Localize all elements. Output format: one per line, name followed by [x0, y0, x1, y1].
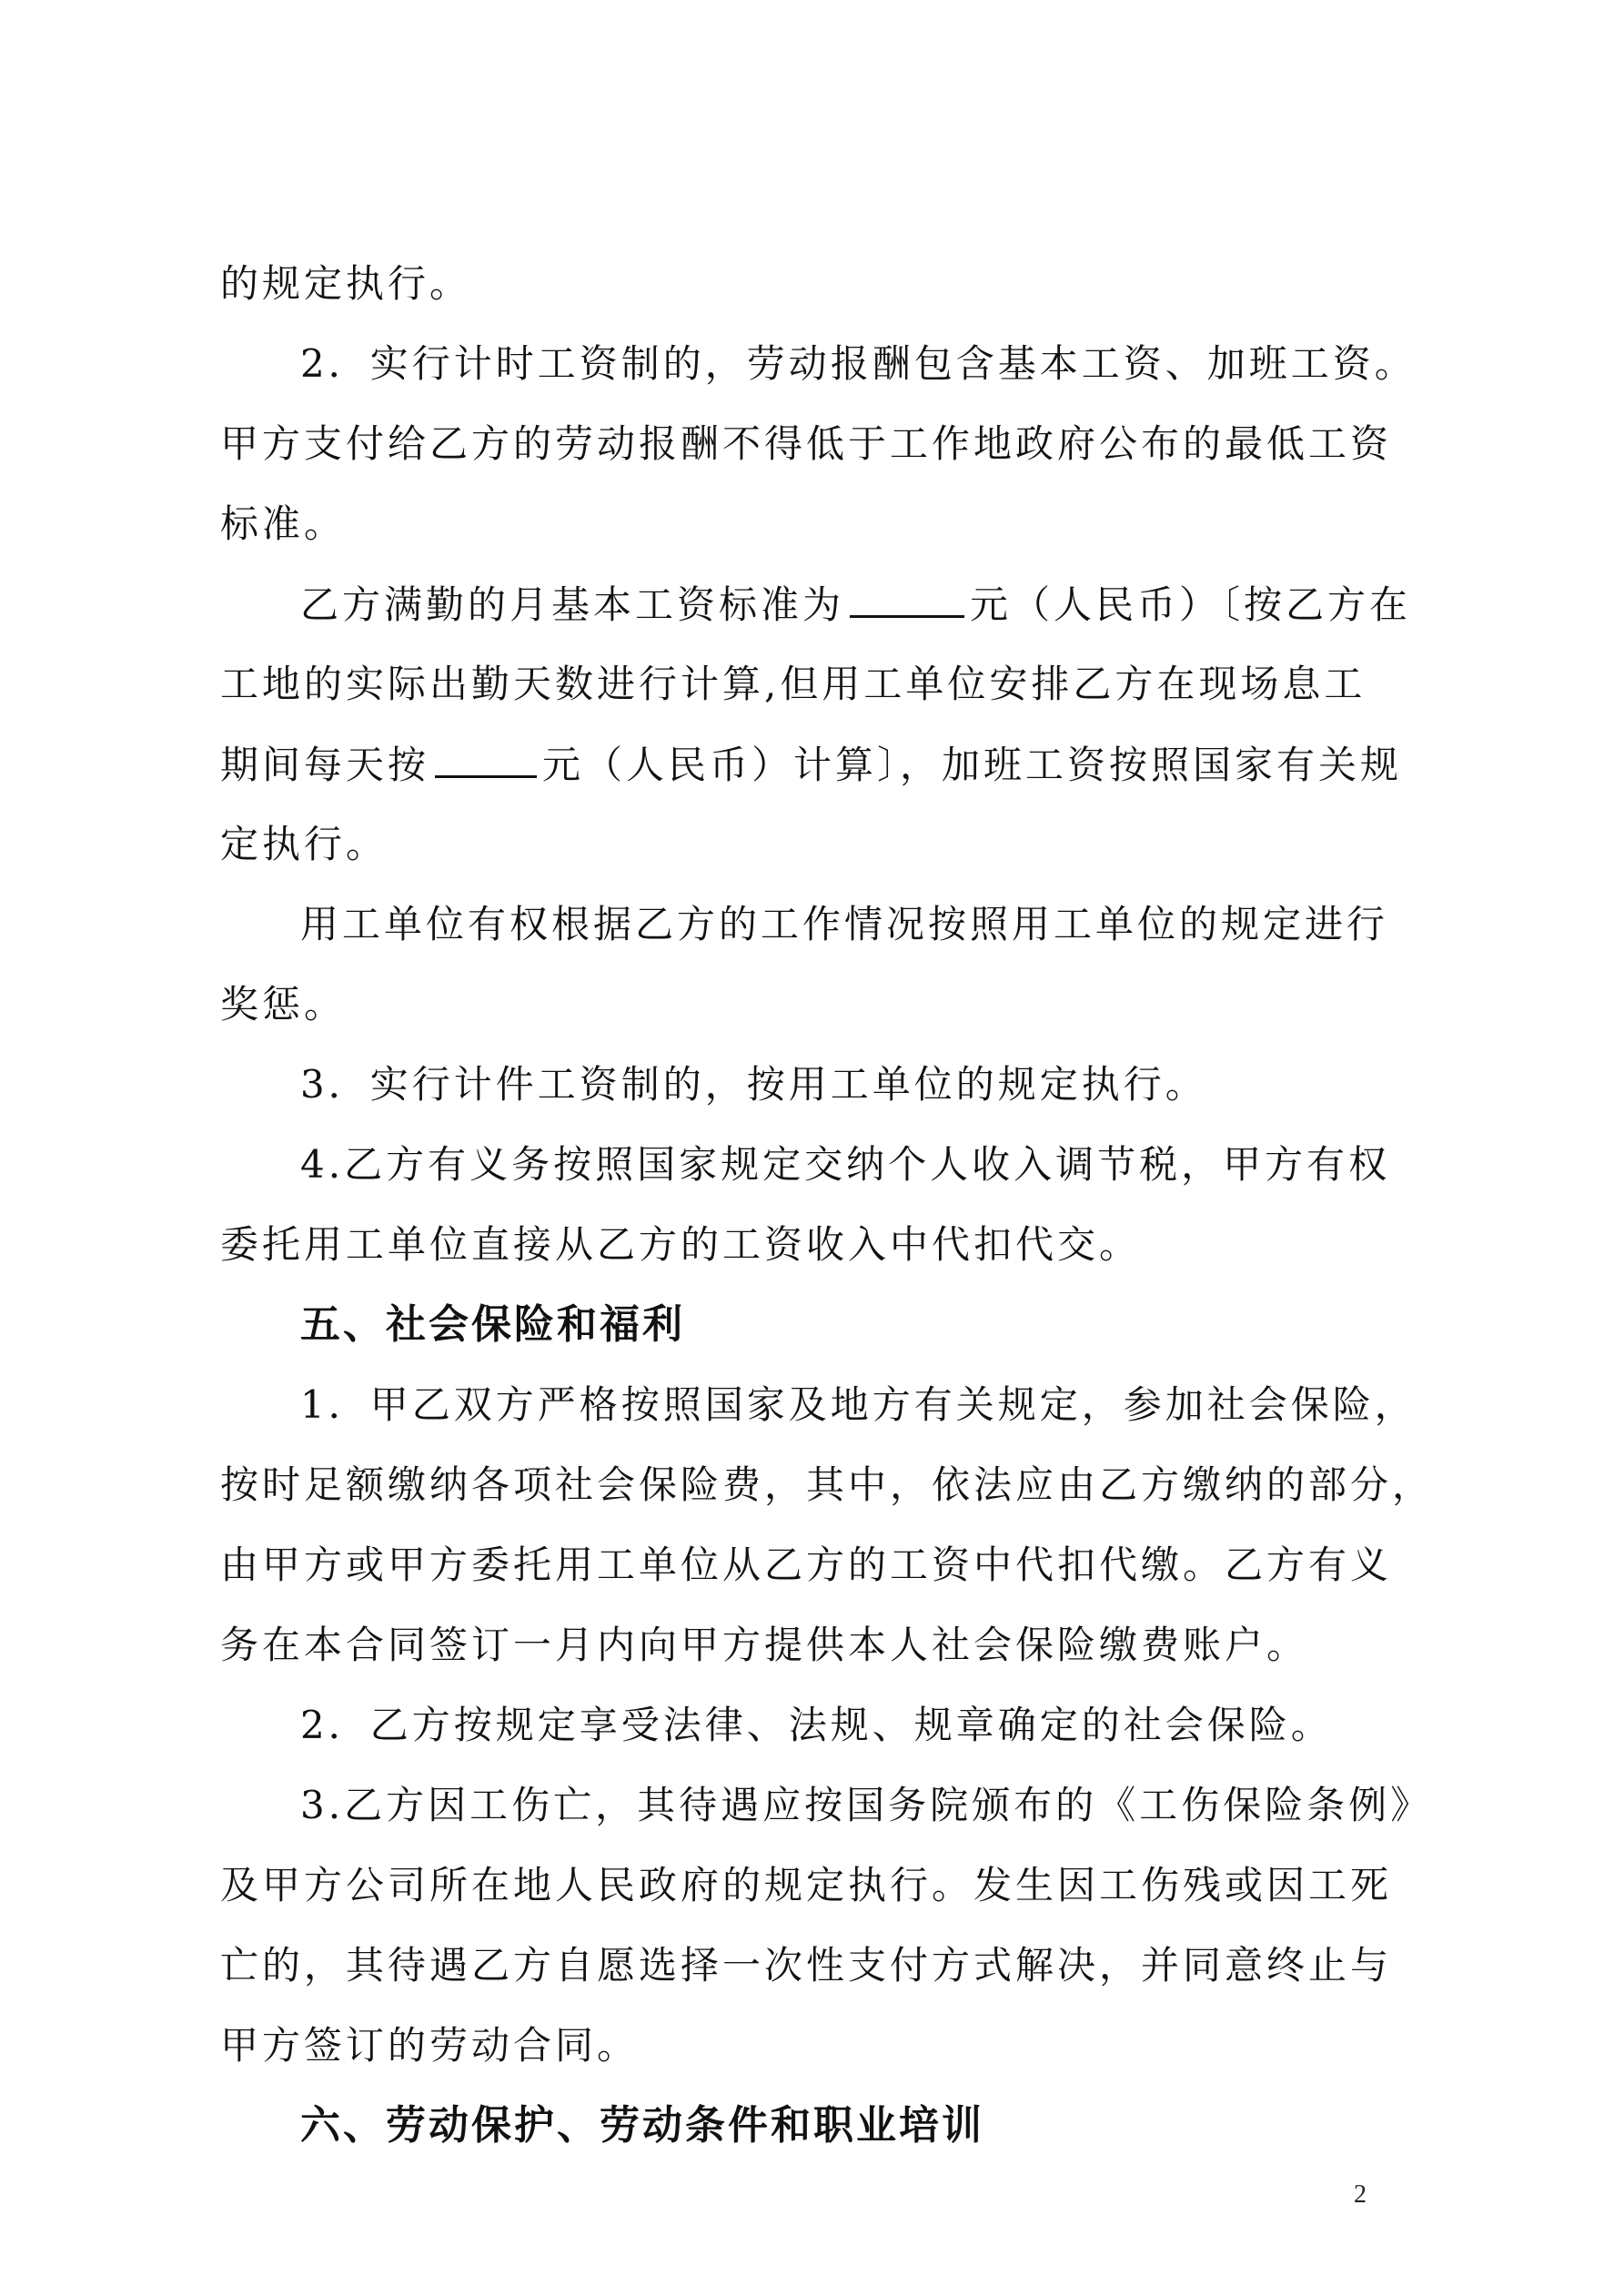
- line-text: 务在本合同签订一月内向甲方提供本人社会保险缴费账户。: [220, 1623, 1309, 1667]
- line-text: 元（人民币）〔按乙方在: [970, 582, 1412, 627]
- heading-text: 六、劳动保护、劳动条件和职业培训: [300, 2102, 984, 2149]
- daily-rate-blank[interactable]: [435, 732, 537, 778]
- line-text: 由甲方或甲方委托用工单位从乙方的工资中代扣代缴。乙方有义: [220, 1542, 1393, 1587]
- line-text: 期间每天按: [220, 743, 430, 787]
- section-heading: [300, 2093, 984, 2159]
- text-line: [220, 1212, 1141, 1278]
- text-line: [220, 251, 471, 317]
- line-text: 及甲方公司所在地人民政府的规定执行。发生因工伤残或因工死: [220, 1863, 1393, 1907]
- line-text: 甲方签订的劳动合同。: [220, 2023, 640, 2068]
- line-text: 的规定执行。: [220, 261, 472, 306]
- line-text: 3.乙方因工伤亡，其待遇应按国务院颁布的《工伤保险条例》: [300, 1783, 1433, 1827]
- text-line: [300, 331, 1417, 397]
- line-text: 工地的实际出勤天数进行计算,但用工单位安排乙方在现场息工: [220, 662, 1367, 706]
- line-text: 亡的，其待遇乙方自愿选择一次性支付方式解决，并同意终止与: [220, 1943, 1393, 1988]
- text-line: [220, 1532, 1392, 1598]
- line-text: 委托用工单位直接从乙方的工资收入中代扣代交。: [220, 1222, 1142, 1267]
- line-text: 2．乙方按规定享受法律、法规、规章确定的社会保险。: [300, 1703, 1333, 1747]
- line-text: 标准。: [220, 501, 347, 546]
- line-text: 2．实行计时工资制的，劳动报酬包含基本工资、加班工资。: [300, 341, 1417, 386]
- text-line: [300, 1132, 1390, 1198]
- line-text: 按时足额缴纳各项社会保险费，其中，依法应由乙方缴纳的部分，: [220, 1462, 1435, 1507]
- line-text: 1．甲乙双方严格按照国家及地方有关规定，参加社会保险，: [300, 1382, 1417, 1427]
- line-text: 元（人民币）计算〕，加班工资按照国家有关规: [542, 743, 1403, 787]
- text-line: [220, 411, 1392, 477]
- text-line: [300, 1372, 1417, 1438]
- text-line: [220, 972, 346, 1037]
- text-line: [300, 571, 1411, 637]
- line-text: 乙方满勤的月基本工资标准为: [300, 582, 845, 627]
- line-text: 定执行。: [220, 822, 388, 866]
- text-line: [300, 892, 1388, 957]
- line-text: 4.乙方有义务按照国家规定交纳个人收入调节税，甲方有权: [300, 1142, 1391, 1187]
- text-line: [220, 1452, 1434, 1518]
- page-number: 2: [1354, 2180, 1367, 2209]
- line-text: 甲方支付给乙方的劳动报酬不得低于工作地政府公布的最低工资: [220, 421, 1393, 466]
- heading-text: 五、社会保险和福利: [300, 1301, 685, 1348]
- text-line: [220, 652, 1366, 717]
- text-line: [220, 732, 1402, 797]
- text-line: [300, 1693, 1333, 1758]
- line-text: 3．实行计件工资制的，按用工单位的规定执行。: [300, 1062, 1207, 1107]
- text-line: [220, 812, 388, 877]
- monthly-wage-blank[interactable]: [850, 571, 964, 618]
- text-line: [220, 1933, 1392, 1998]
- section-heading: [300, 1292, 685, 1358]
- line-text: 奖惩。: [220, 982, 347, 1027]
- line-text: 用工单位有权根据乙方的工作情况按照用工单位的规定进行: [300, 902, 1389, 946]
- text-line: [220, 2013, 639, 2079]
- text-line: [220, 491, 346, 557]
- text-line: [220, 1613, 1308, 1678]
- text-line: [300, 1052, 1207, 1118]
- text-line: [300, 1773, 1432, 1838]
- text-line: [220, 1853, 1392, 1918]
